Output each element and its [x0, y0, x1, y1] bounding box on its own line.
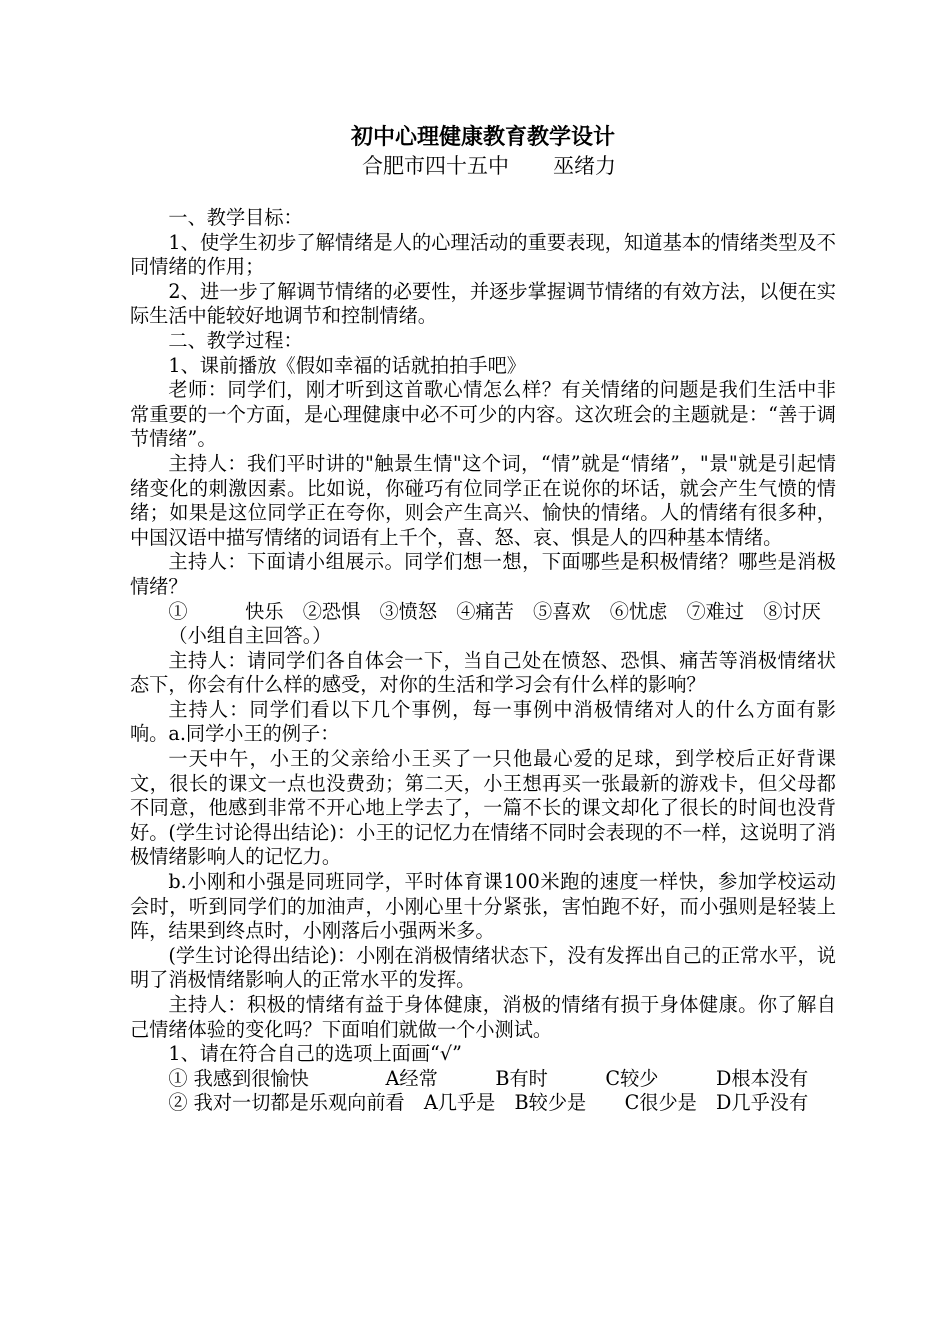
host-paragraph-emotions: 主持人：我们平时讲的"触景生情"这个词，“情”就是“情绪”，"景"就是引起情绪变化的刺激因素。比如说，你碰巧有位同学正在说你的坏话，就会产生气愤的情绪；如果是这位同学正在夸你，则会产生高兴、愉快的情绪。人的情绪有很多种，中国汉语中描写情绪的词语有上千个，喜、怒、哀、惧是人的四种基本情绪。 — [130, 451, 836, 549]
test-question-1: ① 我感到很愉快 A经常 B有时 C较少 D根本没有 — [168, 1066, 809, 1090]
host-paragraph-group-task: 主持人：下面请小组展示。同学们想一想，下面哪些是积极情绪？哪些是消极情绪？ — [130, 550, 836, 598]
section-heading-process: 二、教学过程： — [168, 328, 303, 352]
example-b-conclusion: (学生讨论得出结论)：小刚在消极情绪状态下，没有发挥出自己的正常水平，说明了消极情绪影响人的正常水平的发挥。 — [130, 943, 836, 992]
example-a-paragraph: 一天中午，小王的父亲给小王买了一只他最心爱的足球，到学校后正好背课文，很长的课文一点也没费劲；第二天，小王想再买一张最新的游戏卡，但父母都不同意，他感到非常不开心地上学去了，一篇不长的课文却化了很长的时间也没背好。(学生讨论得出结论)：小王的记忆力在情绪不同时会表现的不一样，这说明了消极情绪影响人的记忆力。 — [130, 747, 836, 869]
host-paragraph-reflection: 主持人：请同学们各自体会一下，当自己处在愤怒、恐惧、痛苦等消极情绪状态下，你会有什么样的感受，对你的生活和学习会有什么样的影响？ — [130, 648, 836, 697]
teacher-intro-paragraph: 老师：同学们，刚才听到这首歌心情怎么样？有关情绪的问题是我们生活中非常重要的一个方面，是心理健康中必不可少的内容。这次班会的主题就是：“善于调节情绪”。 — [130, 378, 836, 451]
process-step-1: 1、课前播放《假如幸福的话就拍拍手吧》 — [168, 353, 526, 377]
goal-item-1: 1、使学生初步了解情绪是人的心理活动的重要表现，知道基本的情绪类型及不同情绪的作用； — [130, 230, 836, 279]
host-paragraph-examples: 主持人：同学们看以下几个事例，每一事例中消极情绪对人的什么方面有影响。a.同学小王的例子： — [130, 697, 836, 746]
document-title: 初中心理健康教育教学设计 — [350, 124, 615, 150]
document-author-line — [130, 152, 836, 180]
author-school: 合肥市四十五中 — [362, 154, 509, 178]
emotion-options-list: ① 快乐 ②恐惧 ③愤怒 ④痛苦 ⑤喜欢 ⑥忧虑 ⑦难过 ⑧讨厌 — [168, 599, 821, 623]
document-body — [130, 120, 836, 1116]
example-b-paragraph: b.小刚和小强是同班同学，平时体育课100米跑的速度一样快，参加学校运动会时，听到同学们的加油声，小刚心里十分紧张，害怕跑不好，而小强则是轻装上阵，结果到终点时，小刚落后小强两米多。 — [130, 870, 836, 943]
test-instruction: 1、请在符合自己的选项上面画“√” — [168, 1042, 462, 1066]
author-name: 巫绪力 — [553, 154, 616, 178]
goal-item-2: 2、进一步了解调节情绪的必要性，并逐步掌握调节情绪的有效方法，以便在实际生活中能较好地调节和控制情绪。 — [130, 279, 836, 328]
test-question-2: ② 我对一切都是乐观向前看 A几乎是 B较少是 C很少是 D几乎没有 — [168, 1091, 809, 1115]
host-paragraph-test-intro: 主持人：积极的情绪有益于身体健康，消极的情绪有损于身体健康。你了解自己情绪体验的变化吗？下面咱们就做一个小测试。 — [130, 993, 836, 1041]
section-heading-goals: 一、教学目标： — [168, 206, 303, 229]
group-answer-note: （小组自主回答。） — [168, 624, 332, 648]
